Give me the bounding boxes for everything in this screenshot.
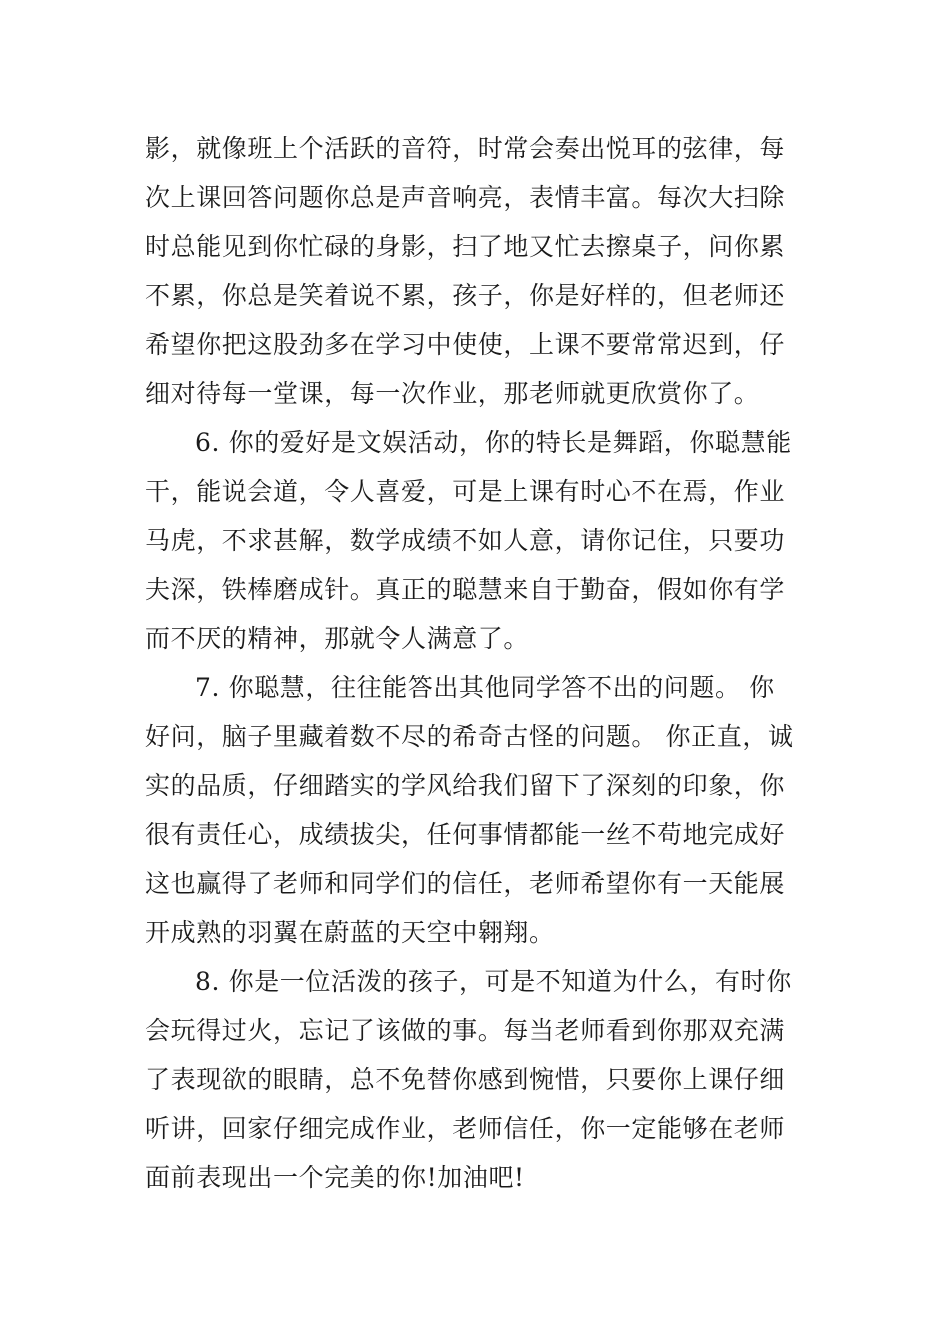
paragraph-7 bbox=[145, 663, 810, 957]
text-line: 7. 你聪慧，往往能答出其他同学答不出的问题。 你 bbox=[195, 673, 775, 702]
paragraph-5-continued bbox=[145, 124, 810, 418]
text-line: 干，能说会道，令人喜爱，可是上课有时心不在焉，作业 bbox=[145, 477, 786, 506]
paragraph-6 bbox=[145, 418, 810, 663]
paragraph-8 bbox=[145, 957, 810, 1202]
text-line: 很有责任心，成绩拔尖，任何事情都能一丝不苟地完成好 bbox=[145, 820, 786, 849]
text-line: 次上课回答问题你总是声音响亮，表情丰富。每次大扫除 bbox=[145, 183, 786, 212]
text-line: 6. 你的爱好是文娱活动，你的特长是舞蹈，你聪慧能 bbox=[195, 428, 792, 457]
text-line: 影，就像班上个活跃的音符，时常会奏出悦耳的弦律，每 bbox=[145, 134, 786, 163]
text-line: 会玩得过火，忘记了该做的事。每当老师看到你那双充满 bbox=[145, 1016, 786, 1045]
text-line: 马虎，不求甚解，数学成绩不如人意，请你记住，只要功 bbox=[145, 526, 786, 555]
text-line: 细对待每一堂课，每一次作业，那老师就更欣赏你了。 bbox=[145, 379, 760, 408]
text-line: 这也赢得了老师和同学们的信任，老师希望你有一天能展 bbox=[145, 869, 786, 898]
text-line: 了表现欲的眼睛，总不免替你感到惋惜，只要你上课仔细 bbox=[145, 1065, 786, 1094]
text-line: 不累，你总是笑着说不累，孩子，你是好样的，但老师还 bbox=[145, 281, 786, 310]
text-line: 好问，脑子里藏着数不尽的希奇古怪的问题。 你正直，诚 bbox=[145, 722, 794, 751]
text-line: 面前表现出一个完美的你!加油吧! bbox=[145, 1163, 525, 1192]
text-line: 开成熟的羽翼在蔚蓝的天空中翱翔。 bbox=[145, 918, 555, 947]
text-line: 夫深，铁棒磨成针。真正的聪慧来自于勤奋，假如你有学 bbox=[145, 575, 786, 604]
text-line: 而不厌的精神，那就令人满意了。 bbox=[145, 624, 530, 653]
document-body bbox=[145, 124, 810, 1202]
text-line: 时总能见到你忙碌的身影，扫了地又忙去擦桌子，问你累 bbox=[145, 232, 786, 261]
text-line: 实的品质，仔细踏实的学风给我们留下了深刻的印象，你 bbox=[145, 771, 786, 800]
text-line: 听讲，回家仔细完成作业，老师信任，你一定能够在老师 bbox=[145, 1114, 786, 1143]
text-line: 希望你把这股劲多在学习中使使，上课不要常常迟到，仔 bbox=[145, 330, 786, 359]
text-line: 8. 你是一位活泼的孩子，可是不知道为什么，有时你 bbox=[195, 967, 792, 996]
